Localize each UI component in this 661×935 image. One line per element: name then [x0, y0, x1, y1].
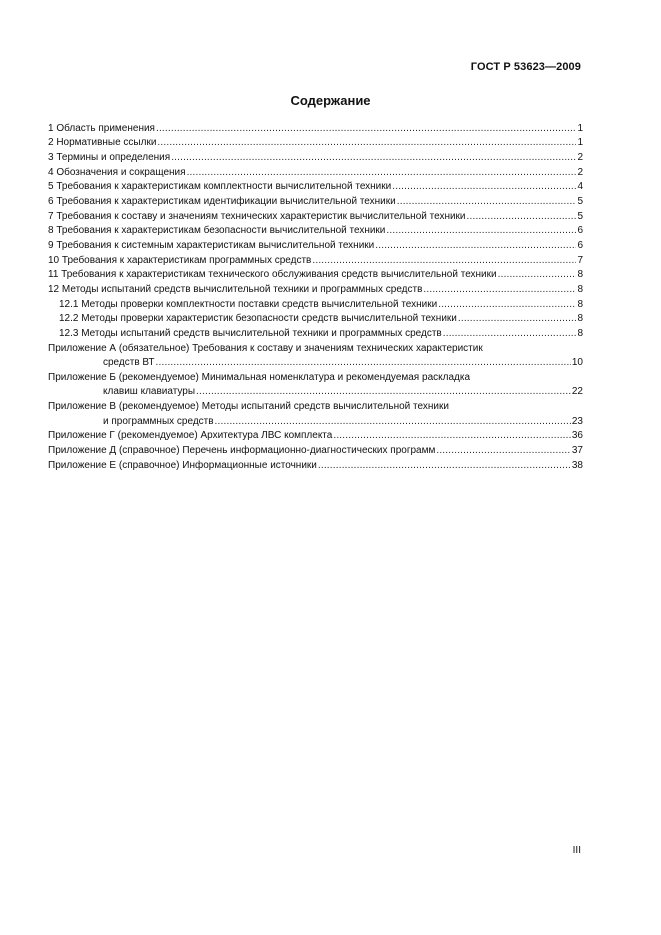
toc-page-number: 10: [571, 357, 583, 369]
toc-page-number: 23: [571, 415, 583, 427]
toc-page-number: 5: [577, 195, 583, 207]
dot-leader: [386, 225, 576, 237]
toc-entry[interactable]: [48, 281, 583, 296]
toc-entry-label: 10 Требования к характеристикам программных средств: [48, 254, 312, 266]
toc-page-number: 5: [577, 210, 583, 222]
dot-leader: [156, 357, 571, 369]
dot-leader: [156, 123, 576, 135]
toc-entry[interactable]: [48, 457, 583, 472]
toc-page-number: 36: [571, 430, 583, 442]
toc-entry-label: 1 Область применения: [48, 122, 155, 134]
toc-page-number: 1: [577, 137, 583, 149]
toc-entry-label: 12.2 Методы проверки характеристик безопасности средств вычислительной техники: [59, 313, 457, 325]
toc-entry-label: 2 Нормативные ссылки: [48, 137, 157, 149]
toc-page-number: 37: [571, 445, 583, 457]
toc-page-number: 8: [577, 283, 583, 295]
toc-page-number: 8: [577, 327, 583, 339]
toc-entry-label: 4 Обозначения и сокращения: [48, 166, 186, 178]
toc-entry-label: 11 Требования к характеристикам технического обслуживания средств вычислительной техники: [48, 269, 497, 281]
toc-page-number: 8: [577, 269, 583, 281]
toc-entry-label: 5 Требования к характеристикам комплектности вычислительной техники: [48, 181, 392, 193]
toc-entry-line: Приложение Б (рекомендуемое) Минимальная номенклатура и рекомендуемая раскладка: [48, 371, 471, 383]
toc-page-number: 6: [577, 225, 583, 237]
toc-entry-label: 8 Требования к характеристикам безопасности вычислительной техники: [48, 225, 386, 237]
toc-page-number: 7: [577, 254, 583, 266]
toc-entry-label: 9 Требования к системным характеристикам вычислительной техники: [48, 239, 375, 251]
toc-entry-label: Приложение Е (справочное) Информационные источники: [48, 459, 317, 471]
dot-leader: [187, 167, 577, 179]
toc-entry[interactable]: [48, 413, 583, 428]
toc-entry[interactable]: [48, 252, 583, 267]
dot-leader: [318, 460, 571, 472]
dot-leader: [458, 313, 577, 325]
dot-leader: [196, 386, 571, 398]
toc-entry[interactable]: [48, 208, 583, 223]
dot-leader: [392, 181, 576, 193]
dot-leader: [423, 284, 576, 296]
toc-entry-label: 6 Требования к характеристикам идентификации вычислительной техники: [48, 195, 396, 207]
toc-entry-label: 12.1 Методы проверки комплектности поставки средств вычислительной техники: [59, 298, 438, 310]
toc-entry[interactable]: [48, 120, 583, 135]
dot-leader: [375, 240, 576, 252]
dot-leader: [438, 299, 576, 311]
toc-entry-label: 3 Термины и определения: [48, 151, 171, 163]
toc-entry-line: Приложение А (обязательное) Требования к составу и значениям технических характеристик: [48, 342, 483, 354]
toc-entry-label: 12.3 Методы испытаний средств вычислительной техники и программных средств: [59, 327, 442, 339]
toc-page-number: 38: [571, 459, 583, 471]
toc-entry[interactable]: [48, 164, 583, 179]
toc-entry-label: 12 Методы испытаний средств вычислительной техники и программных средств: [48, 283, 423, 295]
standard-code: ГОСТ Р 53623—2009: [470, 61, 581, 73]
toc-page-number: 8: [577, 313, 583, 325]
toc-entry-label: средств ВТ: [103, 357, 155, 369]
dot-leader: [498, 269, 577, 281]
toc-entry[interactable]: [48, 384, 583, 399]
toc-entry[interactable]: [48, 311, 583, 326]
toc-entry[interactable]: [48, 193, 583, 208]
toc-entry[interactable]: [48, 135, 583, 150]
toc-entry[interactable]: [48, 179, 583, 194]
toc-entry-label: и программных средств: [103, 415, 214, 427]
dot-leader: [312, 255, 576, 267]
dot-leader: [397, 196, 577, 208]
toc-entry-label: 7 Требования к составу и значениям технических характеристик вычислительной техники: [48, 210, 466, 222]
toc-entry[interactable]: [48, 325, 583, 340]
toc-page-number: 2: [577, 166, 583, 178]
toc-entry[interactable]: [48, 296, 583, 311]
toc-entry[interactable]: [48, 428, 583, 443]
toc-page-number: 2: [577, 151, 583, 163]
toc-entry[interactable]: [48, 442, 583, 457]
toc-page-number: 6: [577, 239, 583, 251]
toc-entry-label: Приложение Г (рекомендуемое) Архитектура ЛВС комплекта: [48, 430, 333, 442]
dot-leader: [215, 416, 571, 428]
toc-entry[interactable]: [48, 355, 583, 370]
toc-entry-label: Приложение Д (справочное) Перечень информационно-диагностических программ: [48, 445, 436, 457]
toc-page-number: 4: [577, 181, 583, 193]
toc-entry[interactable]: [48, 223, 583, 238]
dot-leader: [157, 137, 576, 149]
toc-entry[interactable]: [48, 237, 583, 252]
page-number: III: [572, 845, 581, 856]
dot-leader: [443, 328, 577, 340]
toc-page-number: 1: [577, 122, 583, 134]
toc-entry[interactable]: [48, 267, 583, 282]
page-title: Содержание: [290, 93, 371, 108]
toc-page-number: 8: [577, 298, 583, 310]
toc-entry-line: Приложение В (рекомендуемое) Методы испытаний средств вычислительной техники: [48, 401, 449, 413]
toc-entry-label: клавиш клавиатуры: [103, 386, 196, 398]
toc-page-number: 22: [571, 386, 583, 398]
toc-entry[interactable]: [48, 149, 583, 164]
table-of-contents: [48, 120, 583, 472]
dot-leader: [467, 211, 577, 223]
dot-leader: [171, 152, 576, 164]
dot-leader: [436, 445, 571, 457]
dot-leader: [333, 430, 571, 442]
